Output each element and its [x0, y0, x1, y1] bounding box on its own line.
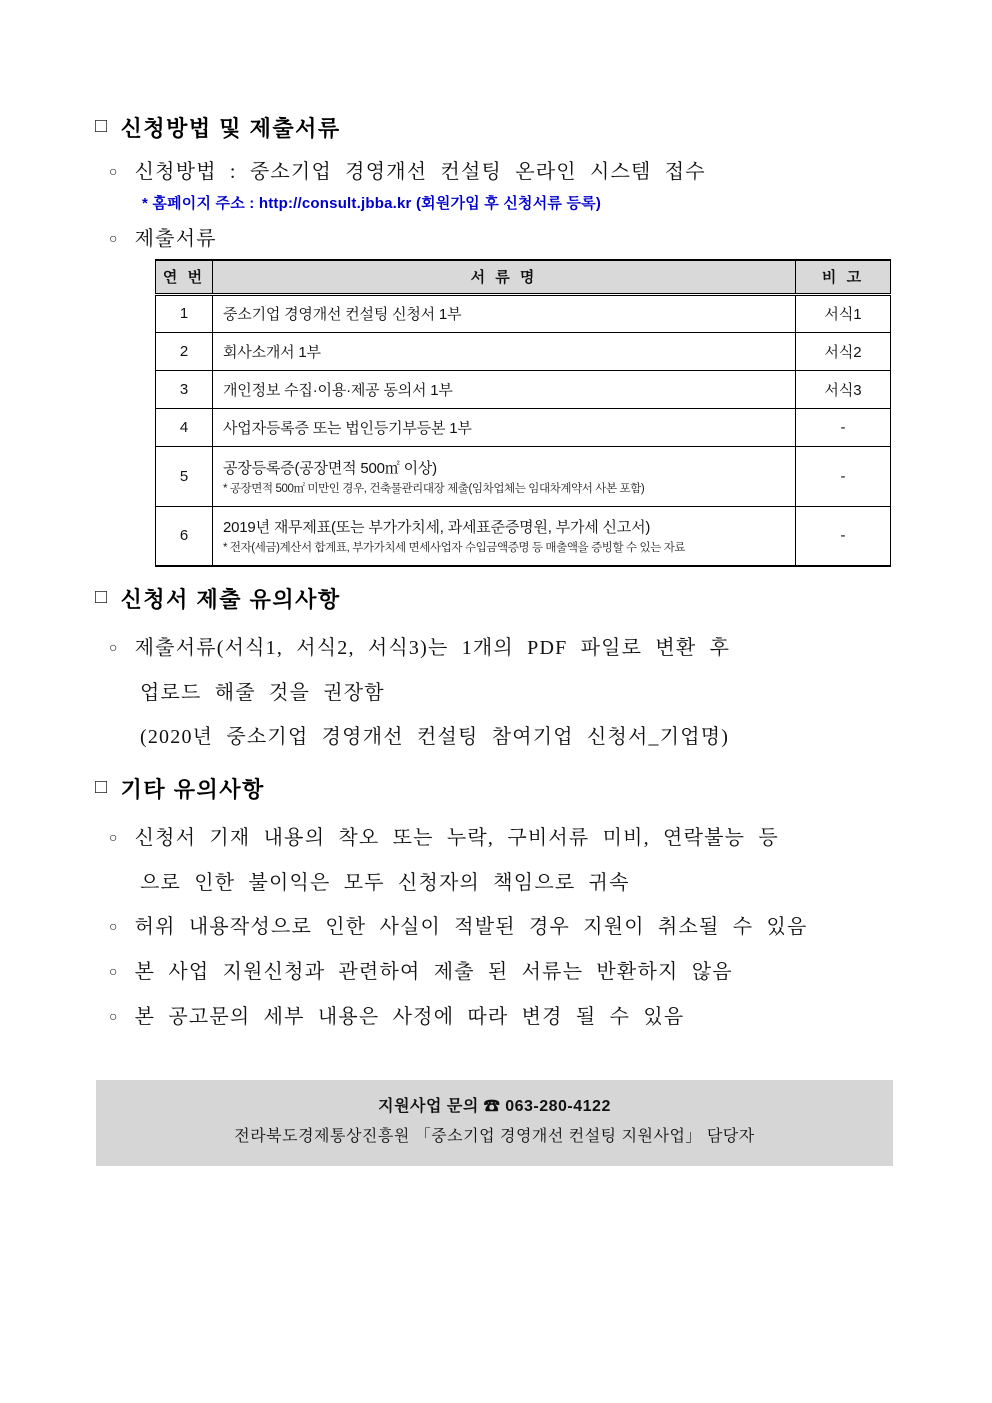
square-marker-icon: □	[95, 776, 109, 798]
header-remark: 비 고	[796, 260, 891, 294]
document-note: * 전자(세금)계산서 합계표, 부가가치세 면세사업자 수입금액증명 등 매출액을 증빙할 수 있는 자료	[223, 542, 686, 555]
homepage-url-link[interactable]: http://consult.jbba.kr	[258, 195, 412, 212]
section-heading	[95, 773, 992, 804]
bullet-no-return	[109, 950, 992, 995]
row-number-cell: 3	[156, 370, 213, 408]
section-heading	[95, 112, 992, 143]
bullet-text: 신청방법 : 중소기업 경영개선 컨설팅 온라인 시스템 접수	[134, 161, 706, 183]
row-number-cell: 4	[156, 408, 213, 446]
contact-phone-line: 지원사업 문의 ☎ 063-280-4122	[378, 1098, 611, 1115]
bullet-text: 허위 내용작성으로 인한 사실이 적발된 경우 지원이 취소될 수 있음	[134, 916, 808, 938]
bullet-false-statement	[109, 905, 992, 950]
bullet-subject-to-change	[109, 995, 992, 1040]
table-row	[156, 446, 891, 506]
section-title: 신청방법 및 제출서류	[120, 116, 341, 141]
section-title: 기타 유의사항	[120, 777, 265, 802]
section-application-method	[95, 112, 992, 567]
contact-info-box	[96, 1080, 893, 1166]
square-marker-icon: □	[95, 115, 109, 137]
circle-marker-icon: ○	[109, 829, 119, 845]
table-row	[156, 370, 891, 408]
row-number-cell: 5	[156, 446, 213, 506]
document-name-cell: 회사소개서 1부	[213, 332, 796, 370]
contact-org-line: 전라북도경제통상진흥원 「중소기업 경영개선 컨설팅 지원사업」 담당자	[234, 1128, 755, 1145]
table-row	[156, 294, 891, 332]
remark-cell: -	[796, 506, 891, 566]
bullet-continuation: 으로 인한 불이익은 모두 신청자의 책임으로 귀속	[140, 872, 630, 894]
bullet-pdf-conversion	[109, 626, 992, 671]
bullet-text: 신청서 기재 내용의 착오 또는 누락, 구비서류 미비, 연락불능 등	[134, 827, 779, 849]
bullet-text: 본 공고문의 세부 내용은 사정에 따라 변경 될 수 있음	[134, 1006, 685, 1028]
remark-cell: 서식3	[796, 370, 891, 408]
document-name-cell: 중소기업 경영개선 컨설팅 신청서 1부	[213, 294, 796, 332]
row-number-cell: 1	[156, 294, 213, 332]
remark-cell: -	[796, 446, 891, 506]
circle-marker-icon: ○	[109, 230, 119, 246]
remark-cell: 서식2	[796, 332, 891, 370]
table-row	[156, 332, 891, 370]
document-note: * 공장면적 500㎡ 미만인 경우, 건축물관리대장 제출(임차업체는 임대차계약서 사본 포함)	[223, 482, 645, 495]
square-marker-icon: □	[95, 586, 109, 608]
row-number-cell: 2	[156, 332, 213, 370]
bullet-text: 본 사업 지원신청과 관련하여 제출 된 서류는 반환하지 않음	[134, 961, 733, 983]
section-title: 신청서 제출 유의사항	[120, 587, 341, 612]
document-name-cell	[213, 506, 796, 566]
filename-example: (2020년 중소기업 경영개선 컨설팅 참여기업 신청서_기업명)	[140, 726, 730, 748]
document-name: 2019년 재무제표(또는 부가가치세, 과세표준증명원, 부가세 신고서)	[223, 519, 651, 537]
remark-cell: -	[796, 408, 891, 446]
section-submission-notes	[95, 583, 992, 759]
bullet-continuation: 업로드 해줄 것을 권장함	[140, 682, 385, 704]
header-no: 연 번	[156, 260, 213, 294]
remark-cell: 서식1	[796, 294, 891, 332]
table-header-row	[156, 260, 891, 294]
homepage-note-suffix: (회원가입 후 신청서류 등록)	[411, 195, 602, 212]
bullet-application-method	[109, 155, 992, 184]
circle-marker-icon: ○	[109, 1008, 119, 1024]
homepage-note	[142, 192, 992, 213]
section-other-notes	[95, 773, 992, 1040]
bullet-applicant-responsibility	[109, 816, 992, 861]
table-row	[156, 408, 891, 446]
circle-marker-icon: ○	[109, 163, 119, 179]
circle-marker-icon: ○	[109, 639, 119, 655]
circle-marker-icon: ○	[109, 918, 119, 934]
header-name: 서 류 명	[213, 260, 796, 294]
bullet-text: 제출서류	[134, 228, 217, 250]
document-name: 공장등록증(공장면적 500㎡ 이상)	[223, 459, 437, 477]
bullet-text: 제출서류(서식1, 서식2, 서식3)는 1개의 PDF 파일로 변환 후	[134, 637, 731, 659]
document-name-cell: 사업자등록증 또는 법인등기부등본 1부	[213, 408, 796, 446]
bullet-submission-documents	[109, 222, 992, 251]
section-heading	[95, 583, 992, 614]
document-name-cell: 개인정보 수집·이용·제공 동의서 1부	[213, 370, 796, 408]
homepage-note-prefix: * 홈페이지 주소 :	[142, 195, 259, 212]
row-number-cell: 6	[156, 506, 213, 566]
documents-table	[155, 259, 891, 567]
document-name-cell	[213, 446, 796, 506]
table-row	[156, 506, 891, 566]
circle-marker-icon: ○	[109, 963, 119, 979]
